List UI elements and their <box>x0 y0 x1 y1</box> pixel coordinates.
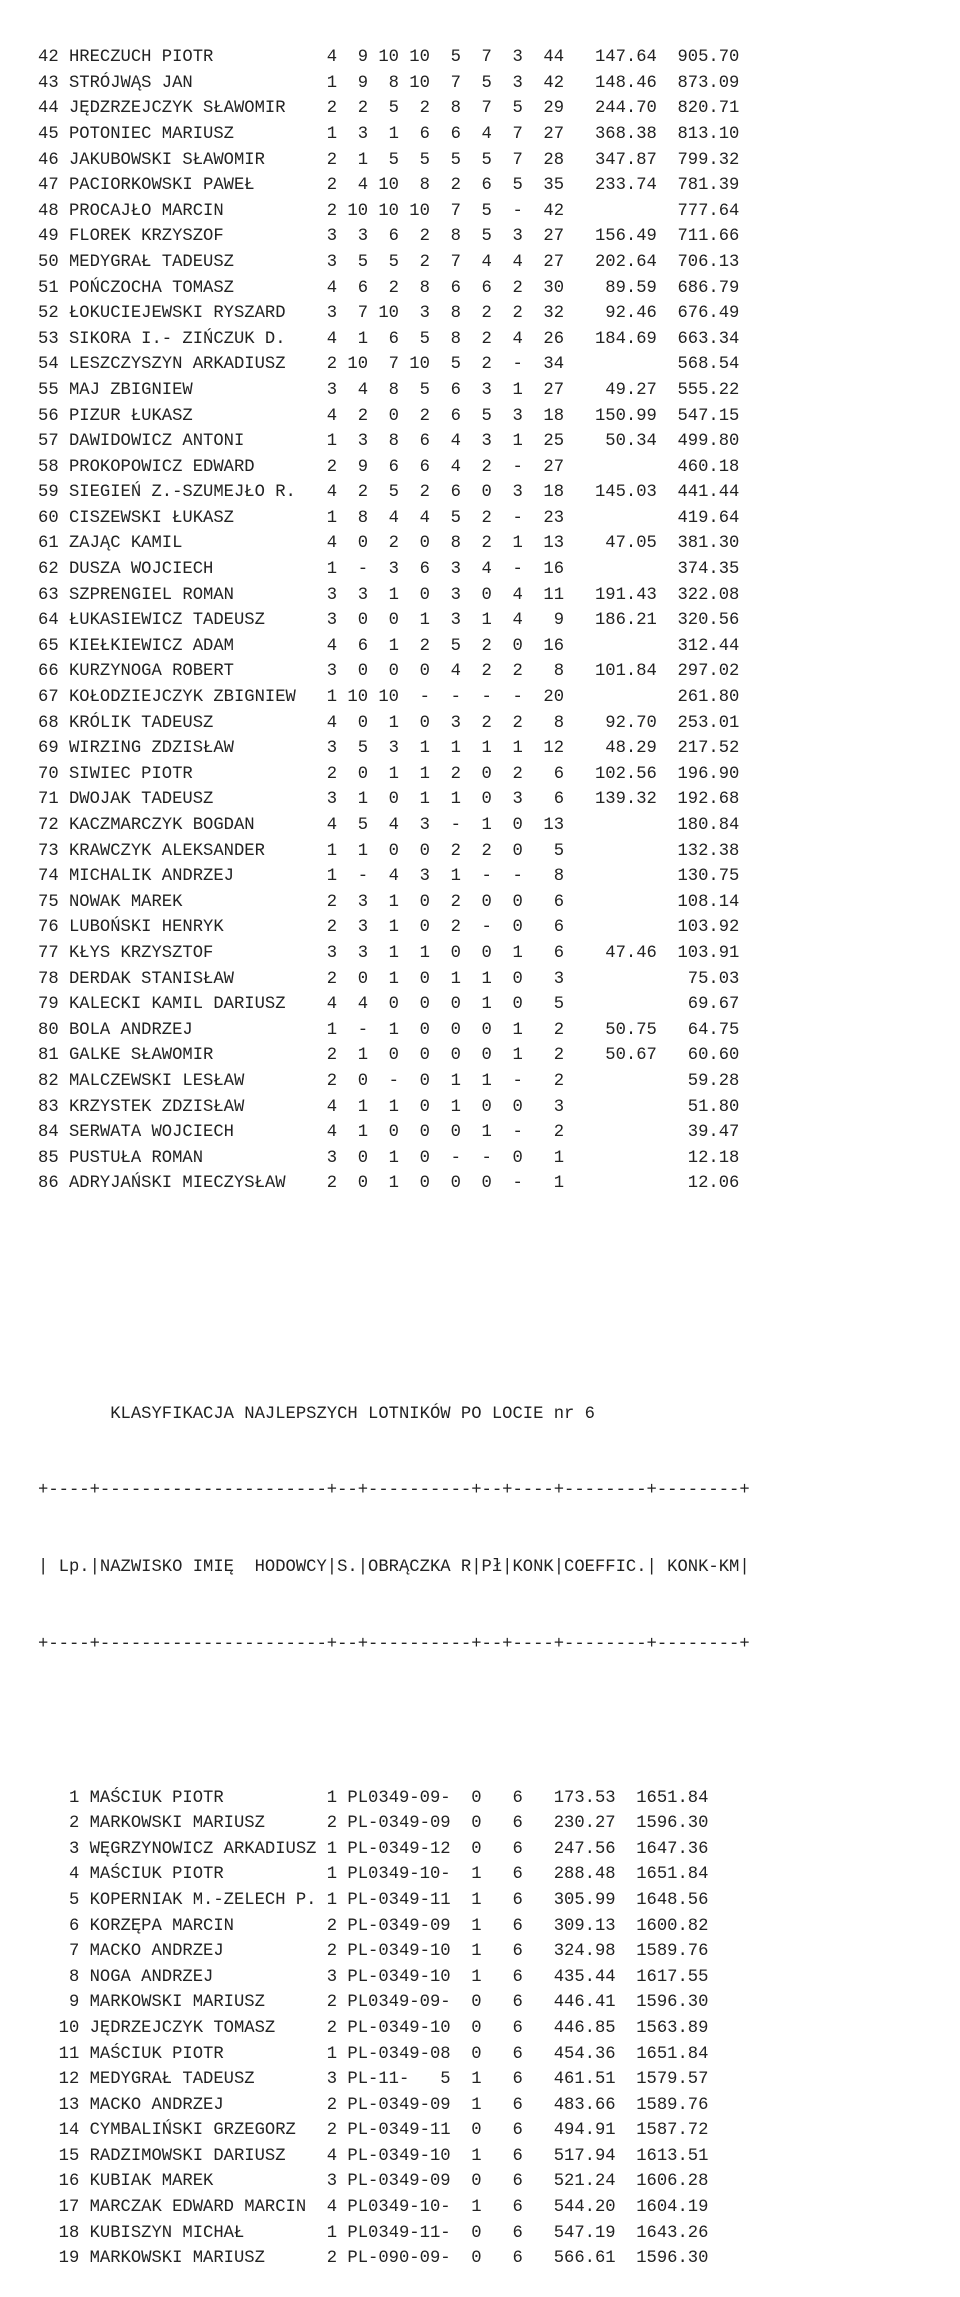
table-row: 77 KŁYS KRZYSZTOF 3 3 1 1 0 0 1 6 47.46 103.91 <box>38 943 740 963</box>
table-row: 5 KOPERNIAK M.-ZELECH P. 1 PL-0349-11 1 6 305.99 1648.56 <box>38 1890 709 1910</box>
table-row: 50 MEDYGRAŁ TADEUSZ 3 5 5 2 7 4 4 27 202.64 706.13 <box>38 252 740 272</box>
table-row: 18 KUBISZYN MICHAŁ 1 PL0349-11- 0 6 547.19 1643.26 <box>38 2223 709 2243</box>
table-row: 10 JĘDRZEJCZYK TOMASZ 2 PL-0349-10 0 6 446.85 1563.89 <box>38 2018 709 2038</box>
table-row: 55 MAJ ZBIGNIEW 3 4 8 5 6 3 1 27 49.27 555.22 <box>38 380 740 400</box>
blank-line <box>38 1248 750 1274</box>
table-row: 57 DAWIDOWICZ ANTONI 1 3 8 6 4 3 1 25 50.34 499.80 <box>38 432 740 452</box>
table-row: 76 LUBOŃSKI HENRYK 2 3 1 0 2 - 0 6 103.92 <box>38 918 740 938</box>
table-header: | Lp.|NAZWISKO IMIĘ HODOWCY|S.|OBRĄCZKA R|Pł|KONK|COEFFIC.| KONK-KM| <box>38 1558 750 1578</box>
blank-line <box>38 1325 750 1351</box>
table-row: 43 STRÓJWĄS JAN 1 9 8 10 7 5 3 42 148.46 873.09 <box>38 73 740 93</box>
table-row: 16 KUBIAK MAREK 3 PL-0349-09 0 6 521.24 1606.28 <box>38 2172 709 2192</box>
table-row: 59 SIEGIEŃ Z.-SZUMEJŁO R. 4 2 5 2 6 0 3 18 145.03 441.44 <box>38 483 740 503</box>
table-row: 71 DWOJAK TADEUSZ 3 1 0 1 1 0 3 6 139.32 192.68 <box>38 790 740 810</box>
table-row: 11 MAŚCIUK PIOTR 1 PL-0349-08 0 6 454.36 1651.84 <box>38 2044 709 2064</box>
table-row: 45 POTONIEC MARIUSZ 1 3 1 6 6 4 7 27 368.38 813.10 <box>38 124 740 144</box>
table-row: 61 ZAJĄC KAMIL 4 0 2 0 8 2 1 13 47.05 381.30 <box>38 534 740 554</box>
table-row: 56 PIZUR ŁUKASZ 4 2 0 2 6 5 3 18 150.99 547.15 <box>38 406 740 426</box>
table-row: 78 DERDAK STANISŁAW 2 0 1 0 1 1 0 3 75.03 <box>38 969 740 989</box>
table-border-top: +----+----------------------+--+----------+--+----+--------+--------+ <box>38 1481 750 1501</box>
ranking-list-flight-6 <box>38 1786 750 2272</box>
table-row: 44 JĘDZRZEJCZYK SŁAWOMIR 2 2 5 2 8 7 5 29 244.70 820.71 <box>38 99 740 119</box>
table-row: 4 MAŚCIUK PIOTR 1 PL0349-10- 1 6 288.48 1651.84 <box>38 1865 709 1885</box>
table-row: 63 SZPRENGIEL ROMAN 3 3 1 0 3 0 4 11 191.43 322.08 <box>38 585 740 605</box>
table-row: 73 KRAWCZYK ALEKSANDER 1 1 0 0 2 2 0 5 132.38 <box>38 841 740 861</box>
table-row: 51 POŃCZOCHA TOMASZ 4 6 2 8 6 6 2 30 89.59 686.79 <box>38 278 740 298</box>
table-row: 12 MEDYGRAŁ TADEUSZ 3 PL-11- 5 1 6 461.51 1579.57 <box>38 2070 709 2090</box>
table-row: 85 PUSTUŁA ROMAN 3 0 1 0 - - 0 1 12.18 <box>38 1148 740 1168</box>
section-title: KLASYFIKACJA NAJLEPSZYCH LOTNIKÓW PO LOCIE nr 6 <box>38 1404 595 1424</box>
table-row: 17 MARCZAK EDWARD MARCIN 4 PL0349-10- 1 6 544.20 1604.19 <box>38 2198 709 2218</box>
table-row: 49 FLOREK KRZYSZOF 3 3 6 2 8 5 3 27 156.49 711.66 <box>38 227 740 247</box>
table-row: 60 CISZEWSKI ŁUKASZ 1 8 4 4 5 2 - 23 419.64 <box>38 508 740 528</box>
table-row: 53 SIKORA I.- ZIŃCZUK D. 4 1 6 5 8 2 4 26 184.69 663.34 <box>38 329 740 349</box>
table-row: 58 PROKOPOWICZ EDWARD 2 9 6 6 4 2 - 27 460.18 <box>38 457 740 477</box>
table-border-bottom: +----+----------------------+--+----------+--+----+--------+--------+ <box>38 1635 750 1654</box>
table-row: 46 JAKUBOWSKI SŁAWOMIR 2 1 5 5 5 5 7 28 347.87 799.32 <box>38 150 740 170</box>
table-row: 79 KALECKI KAMIL DARIUSZ 4 4 0 0 0 1 0 5 69.67 <box>38 995 740 1015</box>
table-row: 48 PROCAJŁO MARCIN 2 10 10 10 7 5 - 42 777.64 <box>38 201 740 221</box>
table-row: 3 WĘGRZYNOWICZ ARKADIUSZ 1 PL-0349-12 0 6 247.56 1647.36 <box>38 1839 709 1859</box>
table-row: 66 KURZYNOGA ROBERT 3 0 0 0 4 2 2 8 101.84 297.02 <box>38 662 740 682</box>
table-row: 70 SIWIEC PIOTR 2 0 1 1 2 0 2 6 102.56 196.90 <box>38 764 740 784</box>
table-row: 62 DUSZA WOJCIECH 1 - 3 6 3 4 - 16 374.35 <box>38 560 740 580</box>
table-row: 42 HRECZUCH PIOTR 4 9 10 10 5 7 3 44 147.64 905.70 <box>38 48 740 68</box>
table-row: 1 MAŚCIUK PIOTR 1 PL0349-09- 0 6 173.53 1651.84 <box>38 1788 709 1808</box>
table-row: 13 MACKO ANDRZEJ 2 PL-0349-09 1 6 483.66 1589.76 <box>38 2095 709 2115</box>
table-row: 74 MICHALIK ANDRZEJ 1 - 4 3 1 - - 8 130.75 <box>38 867 740 887</box>
table-row: 7 MACKO ANDRZEJ 2 PL-0349-10 1 6 324.98 1589.76 <box>38 1942 709 1962</box>
table-row: 2 MARKOWSKI MARIUSZ 2 PL-0349-09 0 6 230.27 1596.30 <box>38 1814 709 1834</box>
table-row: 65 KIEŁKIEWICZ ADAM 4 6 1 2 5 2 0 16 312.44 <box>38 636 740 656</box>
table-row: 83 KRZYSTEK ZDZISŁAW 4 1 1 0 1 0 0 3 51.80 <box>38 1097 740 1117</box>
table-row: 9 MARKOWSKI MARIUSZ 2 PL0349-09- 0 6 446.41 1596.30 <box>38 1993 709 2013</box>
table-row: 64 ŁUKASIEWICZ TADEUSZ 3 0 0 1 3 1 4 9 186.21 320.56 <box>38 611 740 631</box>
results-document <box>38 0 750 2297</box>
table-row: 82 MALCZEWSKI LESŁAW 2 0 - 0 1 1 - 2 59.28 <box>38 1071 740 1091</box>
table-row: 52 ŁOKUCIEJEWSKI RYSZARD 3 7 10 3 8 2 2 32 92.46 676.49 <box>38 304 740 324</box>
ranking-list-previous <box>38 45 750 1197</box>
table-row: 68 KRÓLIK TADEUSZ 4 0 1 0 3 2 2 8 92.70 253.01 <box>38 713 740 733</box>
table-row: 81 GALKE SŁAWOMIR 2 1 0 0 0 0 1 2 50.67 60.60 <box>38 1046 740 1066</box>
table-row: 6 KORZĘPA MARCIN 2 PL-0349-09 1 6 309.13 1600.82 <box>38 1916 709 1936</box>
table-row: 19 MARKOWSKI MARIUSZ 2 PL-090-09- 0 6 566.61 1596.30 <box>38 2249 709 2269</box>
table-row: 14 CYMBALIŃSKI GRZEGORZ 2 PL-0349-11 0 6 494.91 1587.72 <box>38 2121 709 2141</box>
table-row: 54 LESZCZYSZYN ARKADIUSZ 2 10 7 10 5 2 - 34 568.54 <box>38 355 740 375</box>
table-row: 69 WIRZING ZDZISŁAW 3 5 3 1 1 1 1 12 48.29 217.52 <box>38 739 740 759</box>
table-row: 86 ADRYJAŃSKI MIECZYSŁAW 2 0 1 0 0 0 - 1 12.06 <box>38 1174 740 1194</box>
table-row: 67 KOŁODZIEJCZYK ZBIGNIEW 1 10 10 - - - - 20 261.80 <box>38 688 740 708</box>
table-row: 15 RADZIMOWSKI DARIUSZ 4 PL-0349-10 1 6 517.94 1613.51 <box>38 2146 709 2166</box>
table-row: 80 BOLA ANDRZEJ 1 - 1 0 0 0 1 2 50.75 64.75 <box>38 1020 740 1040</box>
table-row: 72 KACZMARCZYK BOGDAN 4 5 4 3 - 1 0 13 180.84 <box>38 816 740 835</box>
table-row: 47 PACIORKOWSKI PAWEŁ 2 4 10 8 2 6 5 35 233.74 781.39 <box>38 176 740 196</box>
table-row: 8 NOGA ANDRZEJ 3 PL-0349-10 1 6 435.44 1617.55 <box>38 1967 709 1987</box>
table-row: 84 SERWATA WOJCIECH 4 1 0 0 0 1 - 2 39.47 <box>38 1123 740 1143</box>
blank-line <box>38 1709 750 1735</box>
table-row: 75 NOWAK MAREK 2 3 1 0 2 0 0 6 108.14 <box>38 892 740 912</box>
